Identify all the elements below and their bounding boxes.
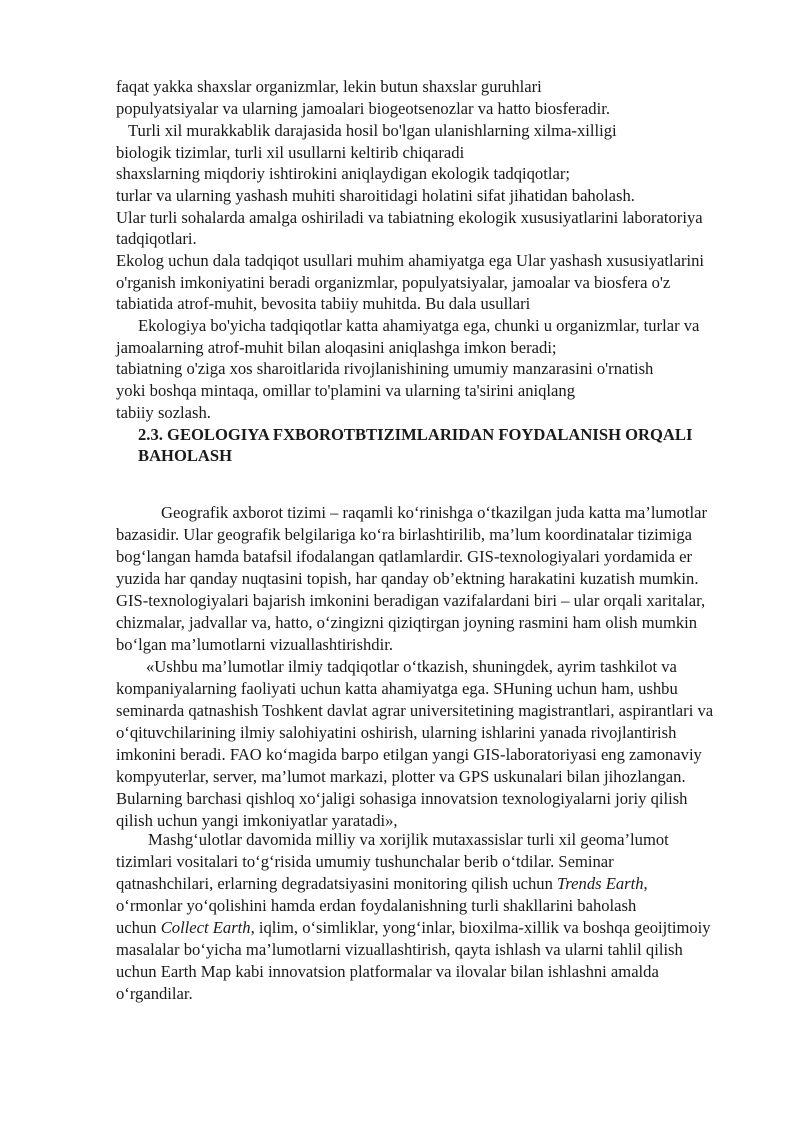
text-line: o‘rgandilar. xyxy=(116,984,193,1003)
heading-line-1: 2.3. GEOLOGIYA FXBOROTBTIZIMLARIDAN FOYDALANISH ORQALI xyxy=(138,425,693,444)
text-line: bazasidir. Ular geografik belgilariga ko‘ra birlashtirilib, ma’lum koordinatalar tizimiga xyxy=(116,525,692,544)
text-line: kompaniyalarning faoliyati uchun katta ahamiyatga ega. SHuning uchun ham, ushbu xyxy=(116,679,678,698)
text-line: tizimlari vositalari to‘g‘risida umumiy tushunchalar berib o‘tdilar. Seminar xyxy=(116,852,614,871)
text-line: o‘rmonlar yo‘qolishini hamda erdan foydalanishning turli shakllarini baholash xyxy=(116,896,637,915)
text-line: populyatsiyalar va ularning jamoalari biogeotsenozlar va hatto biosferadir. xyxy=(116,99,610,118)
text-line: tabiatida atrof-muhit, bevosita tabiiy muhitda. Bu dala usullari xyxy=(116,294,531,313)
text-line: imkonini beradi. FAO ko‘magida barpo etilgan yangi GIS-laboratoriyasi eng zamonaviy xyxy=(116,745,702,764)
text-run: , iqlim, o‘simliklar, yong‘inlar, bioxilma-xillik va boshqa geoijtimoiy xyxy=(250,918,711,937)
text-line: kompyuterlar, server, ma’lumot markazi, plotter va GPS uskunalari bilan jihozlangan. xyxy=(116,767,686,786)
text-line: Ekologiya bo'yicha tadqiqotlar katta ahamiyatga ega, chunki u organizmlar, turlar va xyxy=(138,316,700,335)
text-line: Turli xil murakkablik darajasida hosil bo'lgan ulanishlarning xilma-xilligi xyxy=(128,121,617,140)
text-line: tabiiy sozlash. xyxy=(116,403,211,422)
text-line: masalalar bo‘yicha ma’lumotlarni vizuallashtirish, qayta ishlash va ularni tahlil qilish xyxy=(116,940,683,959)
text-line: GIS-texnologiyalari bajarish imkonini beradigan vazifalardani biri – ular orqali xaritalar, xyxy=(116,591,706,610)
text-line: biologik tizimlar, turli xil usullarni keltirib chiqaradi xyxy=(116,143,465,162)
trends-earth-name: Trends Earth xyxy=(557,874,644,893)
text-line xyxy=(116,918,711,938)
text-line: Ekolog uchun dala tadqiqot usullari muhim ahamiyatga ega Ular yashash xususiyatlarini xyxy=(116,251,705,270)
text-line xyxy=(116,874,648,894)
heading-line-2: BAHOLASH xyxy=(138,446,233,465)
text-line: seminarda qatnashish Toshkent davlat agrar universitetining magistrantlari, aspirantlari va xyxy=(116,701,714,720)
text-line: Ular turli sohalarda amalga oshiriladi va tabiatning ekologik xususiyatlarini laboratoriya xyxy=(116,208,703,227)
text-line: tabiatning o'ziga xos sharoitlarida rivojlanishining umumiy manzarasini o'rnatish xyxy=(116,359,654,378)
text-line: bog‘langan hamda batafsil ifodalangan qatlamlardir. GIS-texnologiyalari yordamida er xyxy=(116,547,692,566)
text-line: Mashg‘ulotlar davomida milliy va xorijlik mutaxassislar turli xil geoma’lumot xyxy=(148,830,669,849)
text-run: qatnashchilari, erlarning degradatsiyasini monitoring qilish uchun xyxy=(116,874,558,893)
text-line: yoki boshqa mintaqa, omillar to'plamini va ularning ta'sirini aniqlang xyxy=(116,381,575,400)
text-line: o'rganish imkoniyatini beradi organizmlar, populyatsiyalar, jamoalar va biosfera o'z xyxy=(116,273,671,292)
text-line: uchun Earth Map kabi innovatsion platformalar va ilovalar bilan ishlashni amalda xyxy=(116,962,659,981)
text-line: turlar va ularning yashash muhiti sharoitidagi holatini sifat jihatidan baholash. xyxy=(116,186,635,205)
text-line: qilish uchun yangi imkoniyatlar yaratadi», xyxy=(116,811,398,830)
text-line: «Ushbu ma’lumotlar ilmiy tadqiqotlar o‘tkazish, shuningdek, ayrim tashkilot va xyxy=(146,657,677,676)
collect-earth-name: Collect Earth xyxy=(160,918,251,937)
text-line: jamoalarning atrof-muhit bilan aloqasini aniqlashga imkon beradi; xyxy=(116,338,557,357)
text-line: Bularning barchasi qishloq xo‘jaligi sohasiga innovatsion texnologiyalarni joriy qilish xyxy=(116,789,688,808)
text-run: uchun xyxy=(116,918,161,937)
text-line: o‘qituvchilarining ilmiy salohiyatini oshirish, ularning ishlarini yanada rivojlantirish xyxy=(116,723,677,742)
text-line: tadqiqotlari. xyxy=(116,229,197,248)
text-line: yuzida har qanday nuqtasini topish, har qanday ob’ektning harakatini kuzatish mumkin. xyxy=(116,569,699,588)
text-line: shaxslarning miqdoriy ishtirokini aniqlaydigan ekologik tadqiqotlar; xyxy=(116,164,570,183)
text-line: Geografik axborot tizimi – raqamli ko‘rinishga o‘tkazilgan juda katta ma’lumotlar xyxy=(161,503,708,522)
text-run: , xyxy=(643,874,648,893)
text-line: faqat yakka shaxslar organizmlar, lekin butun shaxslar guruhlari xyxy=(116,77,542,96)
text-line: chizmalar, jadvallar va, hatto, o‘zingizni qiziqtirgan joyning rasmini ham olish mumkin xyxy=(116,613,698,632)
text-line: bo‘lgan ma’lumotlarni vizuallashtirishdir. xyxy=(116,635,393,654)
